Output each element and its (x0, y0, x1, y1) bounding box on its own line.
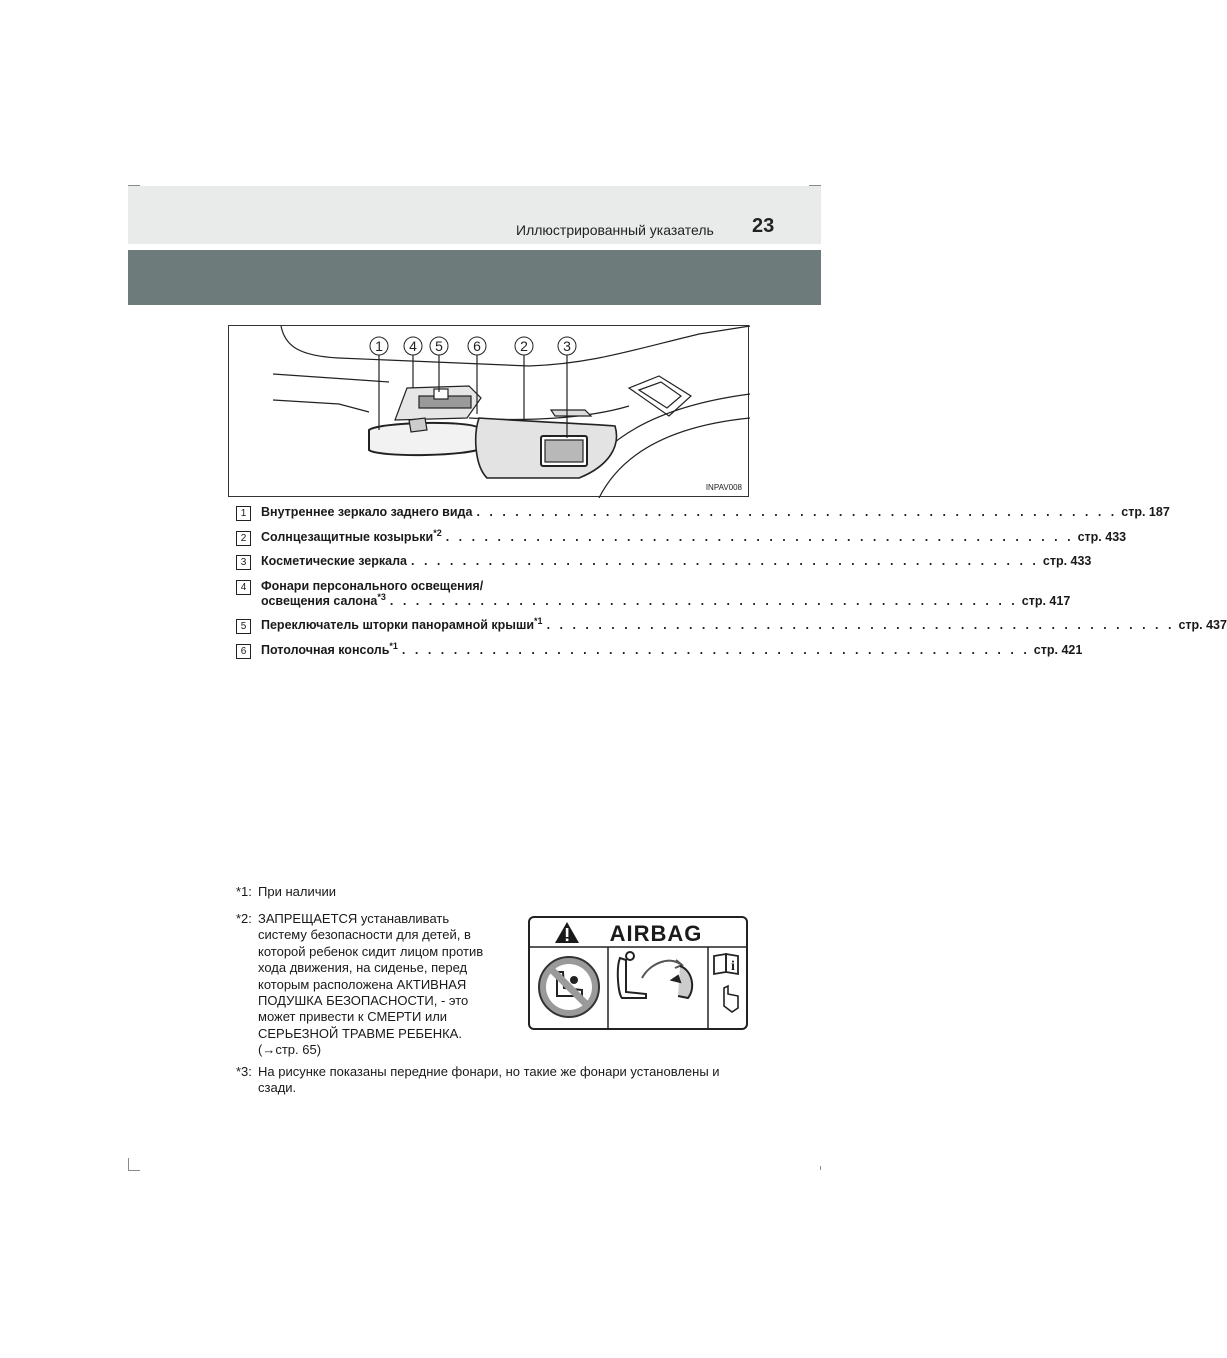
item-label: Потолочная консоль (261, 642, 390, 657)
footnote-line: ЗАПРЕЩАЕТСЯ устанавливать (258, 911, 450, 926)
page-reference[interactable]: стр. 421 (1033, 642, 1083, 657)
page-number: 23 (752, 215, 775, 237)
leader-dots: . . . . . . . . . . . . . . . . . . . . . . . . . . . . . . . . . . . . . . . . . . . . . . . . . (445, 529, 1074, 544)
footnote-mark: *3: (236, 1064, 252, 1079)
leader-dots: . . . . . . . . . . . . . . . . . . . . . . . . . . . . . . . . . . . . . . . . . . . . . . . . . (546, 618, 1175, 632)
parts-index-list (236, 505, 1227, 667)
footnote-mark: *2: (236, 911, 252, 926)
item-label: Солнцезащитные козырьки (261, 529, 434, 544)
footnote-page-link[interactable]: (→стр. 65) (258, 1042, 322, 1058)
manual-info-icon (714, 954, 738, 1012)
section-banner (128, 250, 821, 305)
item-number-box: 5 (236, 619, 251, 634)
footnote-1 (236, 884, 536, 902)
crop-mark-bottom-left-h (128, 1170, 140, 1171)
footnote-mark: *1: (236, 884, 252, 899)
footnote-line: сзади. (258, 1080, 297, 1096)
footnote-line: может привести к СМЕРТИ или (258, 1009, 448, 1025)
footnote-ref: *3 (377, 591, 386, 602)
figure-code: INPAV008 (705, 483, 742, 492)
footnote-line: На рисунке показаны передние фонари, но такие же фонари установлены и (258, 1064, 720, 1079)
svg-text:i: i (731, 959, 735, 974)
leader-dots: . . . . . . . . . . . . . . . . . . . . . . . . . . . . . . . . . . . . . . . . . . . . . . . . . . (476, 505, 1118, 519)
crop-mark-bottom-right-v (820, 1166, 821, 1170)
callout-6: 6 (473, 338, 481, 354)
callout-4: 4 (409, 338, 417, 354)
page-reference[interactable]: стр. 417 (1021, 593, 1071, 608)
item-label: освещения салона (261, 593, 378, 608)
index-item-4[interactable] (236, 578, 1071, 609)
index-item-2[interactable] (236, 527, 1127, 545)
page-reference[interactable]: стр. 437 (1178, 618, 1227, 632)
section-title: Иллюстрированный указатель (516, 222, 714, 238)
item-number-box: 3 (236, 555, 251, 570)
seat-airbag-deploy-icon (618, 952, 692, 998)
callout-3: 3 (563, 338, 571, 354)
footnote-line: ПОДУШКА БЕЗОПАСНОСТИ, - это (258, 993, 469, 1009)
leader-dots: . . . . . . . . . . . . . . . . . . . . . . . . . . . . . . . . . . . . . . . . . . . . . . . . . (389, 593, 1018, 608)
footnote-text: При наличии (258, 884, 336, 899)
airbag-label-graphic (530, 918, 746, 1028)
footnote-line: СЕРЬЕЗНОЙ ТРАВМЕ РЕБЕНКА. (258, 1025, 462, 1041)
item-number-box: 2 (236, 531, 251, 546)
ceiling-drawing (229, 326, 750, 498)
callout-1: 1 (375, 338, 383, 354)
crop-mark-bottom-left-v (128, 1158, 129, 1170)
item-label-line1: Фонари персонального освещения/ (261, 578, 484, 593)
callout-5: 5 (435, 338, 443, 354)
page-reference[interactable]: стр. 433 (1042, 554, 1092, 568)
footnote-line: хода движения, на сиденье, перед (258, 960, 468, 976)
item-label: Переключатель шторки панорамной крыши (261, 618, 535, 632)
leader-dots: . . . . . . . . . . . . . . . . . . . . . . . . . . . . . . . . . . . . . . . . . . . . . . . . . (401, 642, 1030, 657)
interior-illustration (228, 325, 749, 497)
item-number-box: 6 (236, 644, 251, 659)
footnote-line: систему безопасности для детей, в (258, 927, 471, 943)
item-label: Косметические зеркала (261, 554, 407, 568)
footnote-ref: *1 (389, 640, 398, 651)
footnote-2 (236, 911, 506, 1061)
airbag-title: AIRBAG (609, 921, 703, 946)
footnote-ref: *1 (534, 615, 543, 626)
index-item-3[interactable] (236, 554, 1092, 569)
item-number-box: 1 (236, 506, 251, 521)
header-band (128, 186, 821, 244)
footnote-line: которым расположена АКТИВНАЯ (258, 976, 467, 992)
item-label: Внутреннее зеркало заднего вида (261, 505, 473, 519)
callout-2: 2 (520, 338, 528, 354)
footnote-ref: *2 (433, 527, 442, 538)
footnote-line: которой ребенок сидит лицом против (258, 943, 484, 959)
page-reference[interactable]: стр. 187 (1121, 505, 1170, 519)
index-item-1[interactable] (236, 505, 1170, 520)
footnote-3 (236, 1064, 756, 1100)
index-item-5[interactable] (236, 615, 1227, 633)
airbag-warning-label (528, 916, 748, 1030)
leader-dots: . . . . . . . . . . . . . . . . . . . . . . . . . . . . . . . . . . . . . . . . . . . . . . . . . (411, 554, 1039, 568)
warning-triangle-icon (555, 922, 579, 943)
no-rear-facing-child-seat-icon (539, 957, 599, 1017)
item-number-box: 4 (236, 580, 251, 595)
index-item-6[interactable] (236, 640, 1083, 658)
page-reference[interactable]: стр. 433 (1077, 529, 1127, 544)
